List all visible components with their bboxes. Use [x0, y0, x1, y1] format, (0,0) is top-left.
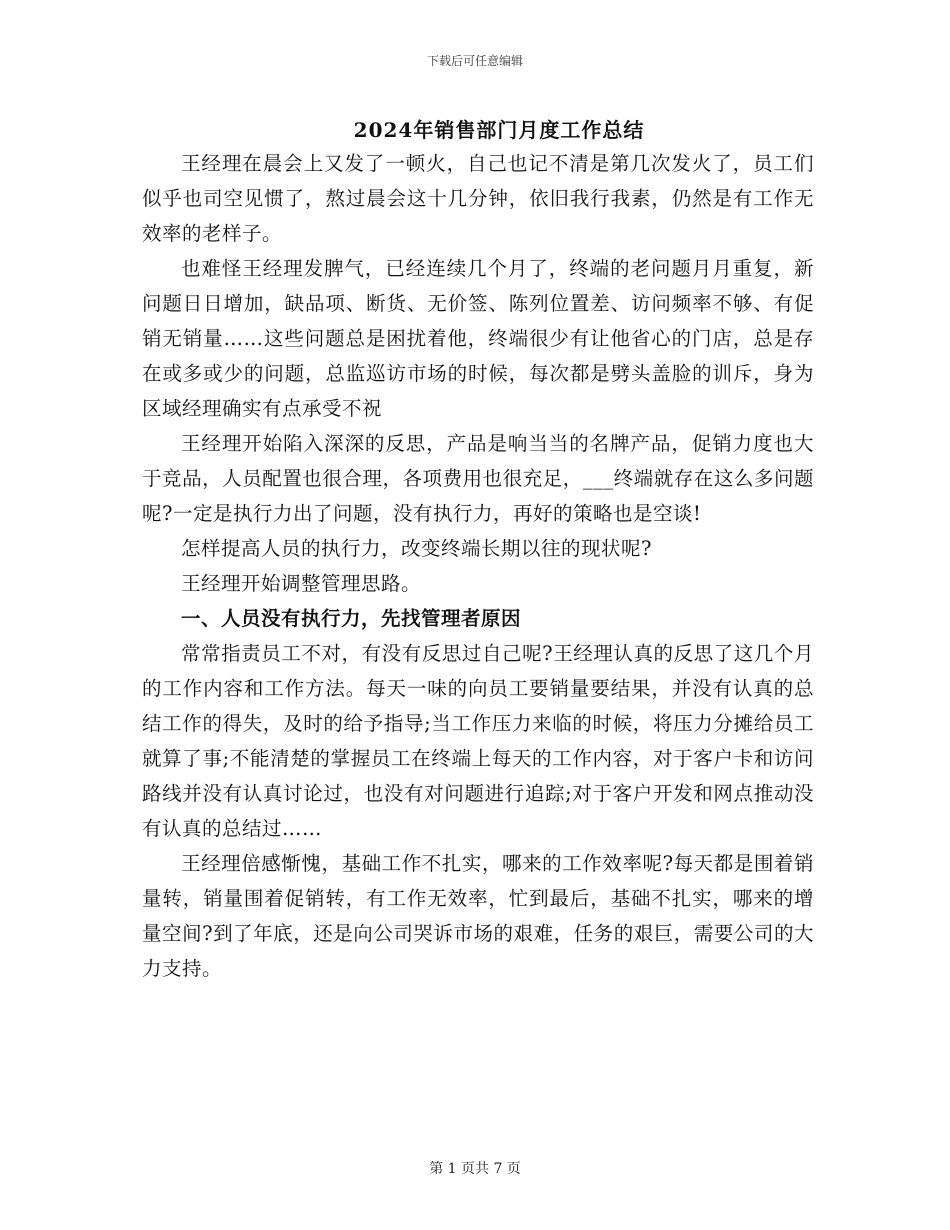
document-body — [142, 146, 814, 986]
paragraph: 王经理在晨会上又发了一顿火，自己也记不清是第几次发火了，员工们似乎也司空见惯了，熬过晨会这十几分钟，依旧我行我素，仍然是有工作无效率的老样子。 — [142, 152, 814, 245]
page-footer: 第 1 页共 7 页 — [429, 1161, 521, 1177]
paragraph: 常常指责员工不对，有没有反思过自己呢?王经理认真的反思了这几个月的工作内容和工作方法。每天一味的向员工要销量要结果，并没有认真的总结工作的得失，及时的给予指导;当工作压力来临的时候，将压力分摊给员工就算了事;不能清楚的掌握员工在终端上每天的工作内容，对于客户卡和访问路线并没有认真讨论过，也没有对问题进行追踪;对于客户开发和网点推动没有认真的总结过…… — [142, 642, 814, 840]
document-title: 2024年销售部门月度工作总结 — [353, 118, 645, 142]
paragraph: 王经理开始陷入深深的反思，产品是响当当的名牌产品，促销力度也大于竞品，人员配置也很合理，各项费用也很充足，___终端就存在这么多问题呢?一定是执行力出了问题，没有执行力，再好的策略也是空谈! — [142, 432, 814, 525]
paragraph: 怎样提高人员的执行力，改变终端长期以往的现状呢? — [181, 537, 652, 560]
header-note: 下载后可任意编辑 — [426, 54, 523, 68]
paragraph: 也难怪王经理发脾气，已经连续几个月了，终端的老问题月月重复，新问题日日增加，缺品项、断货、无价签、陈列位置差、访问频率不够、有促销无销量……这些问题总是困扰着他，终端很少有让他省心的门店，总是存在或多或少的问题，总监巡访市场的时候，每次都是劈头盖脸的训斥，身为区域经理确实有点承受不祝 — [142, 257, 814, 420]
section-heading: 一、人员没有执行力，先找管理者原因 — [181, 607, 522, 630]
paragraph: 王经理倍感惭愧，基础工作不扎实，哪来的工作效率呢?每天都是围着销量转，销量围着促销转，有工作无效率，忙到最后，基础不扎实，哪来的增量空间?到了年底，还是向公司哭诉市场的艰难，任务的艰巨，需要公司的大力支持。 — [142, 852, 814, 980]
paragraph: 王经理开始调整管理思路。 — [181, 572, 422, 595]
